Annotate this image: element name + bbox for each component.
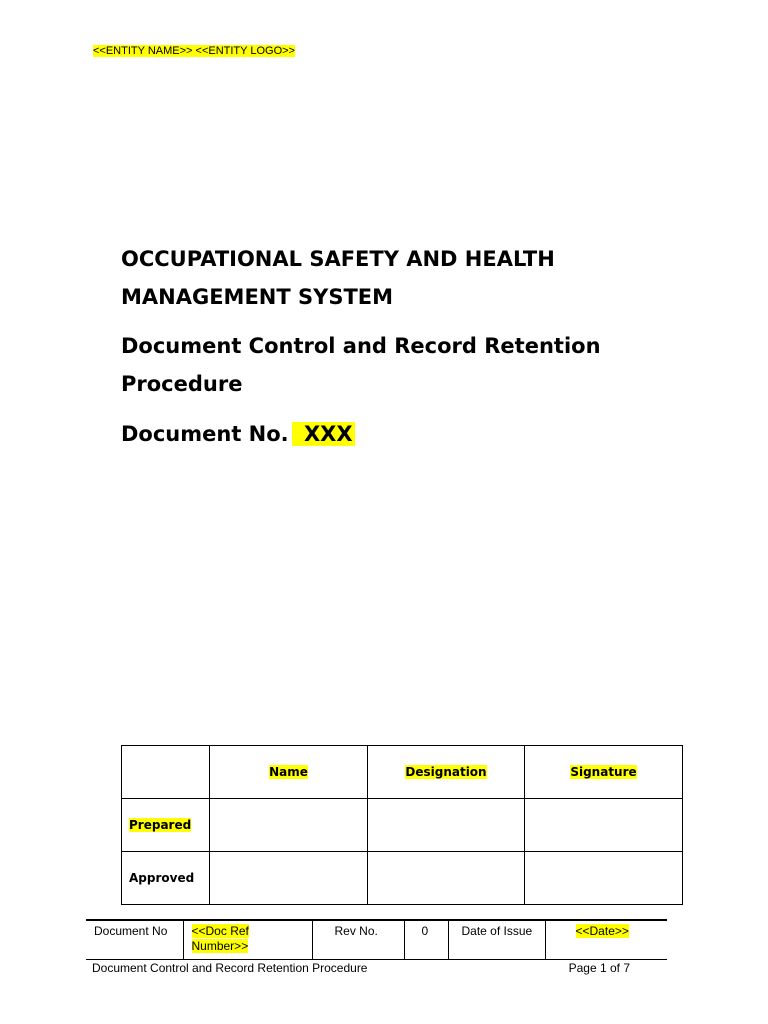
document-subtitle	[121, 327, 681, 403]
footer-doc-ref-cell	[183, 920, 312, 960]
footer-doc-no-label: Document No	[94, 924, 168, 938]
signoff-header-name: Name	[210, 746, 368, 799]
main-title-line-2: MANAGEMENT SYSTEM	[121, 285, 394, 309]
entity-logo-placeholder: <<ENTITY LOGO>>	[195, 45, 295, 57]
prepared-signature-cell[interactable]	[525, 799, 683, 852]
approved-signature-cell[interactable]	[525, 852, 683, 905]
signoff-header-blank	[122, 746, 210, 799]
footer-page-number: Page 1 of 7	[568, 961, 630, 975]
entity-header	[93, 44, 295, 58]
signoff-row-label: Approved	[122, 852, 210, 905]
footer-rev-label: Rev No.	[312, 920, 404, 960]
footer-control-row	[86, 920, 667, 960]
document-number-line	[121, 415, 681, 453]
document-main-title	[121, 240, 681, 316]
footer-date-cell	[545, 920, 667, 960]
signoff-row-approved	[122, 852, 683, 905]
approved-name-cell[interactable]	[210, 852, 368, 905]
signoff-header-row	[122, 746, 683, 799]
footer-control-table	[86, 919, 667, 960]
footer-date-label: Date of Issue	[448, 920, 545, 960]
signoff-header-designation: Designation	[368, 746, 525, 799]
signoff-header-signature: Signature	[525, 746, 683, 799]
subtitle-line-1: Document Control and Record Retention	[121, 334, 601, 358]
signoff-table	[121, 745, 683, 905]
subtitle-line-2: Procedure	[121, 372, 243, 396]
footer-rev-value: 0	[404, 920, 448, 960]
document-number-label: Document No.	[121, 422, 289, 446]
main-title-line-1: OCCUPATIONAL SAFETY AND HEALTH	[121, 247, 555, 271]
signoff-row-prepared	[122, 799, 683, 852]
footer-document-title: Document Control and Record Retention Procedure	[92, 961, 368, 975]
document-number-value: XXX	[292, 422, 355, 446]
footer-date-value: <<Date>>	[575, 924, 629, 938]
approved-designation-cell[interactable]	[368, 852, 525, 905]
entity-name-placeholder: <<ENTITY NAME>>	[93, 45, 193, 57]
prepared-designation-cell[interactable]	[368, 799, 525, 852]
prepared-name-cell[interactable]	[210, 799, 368, 852]
footer-doc-ref-value: <<Doc Ref Number>>	[191, 924, 249, 953]
signoff-row-label: Prepared	[122, 799, 210, 852]
